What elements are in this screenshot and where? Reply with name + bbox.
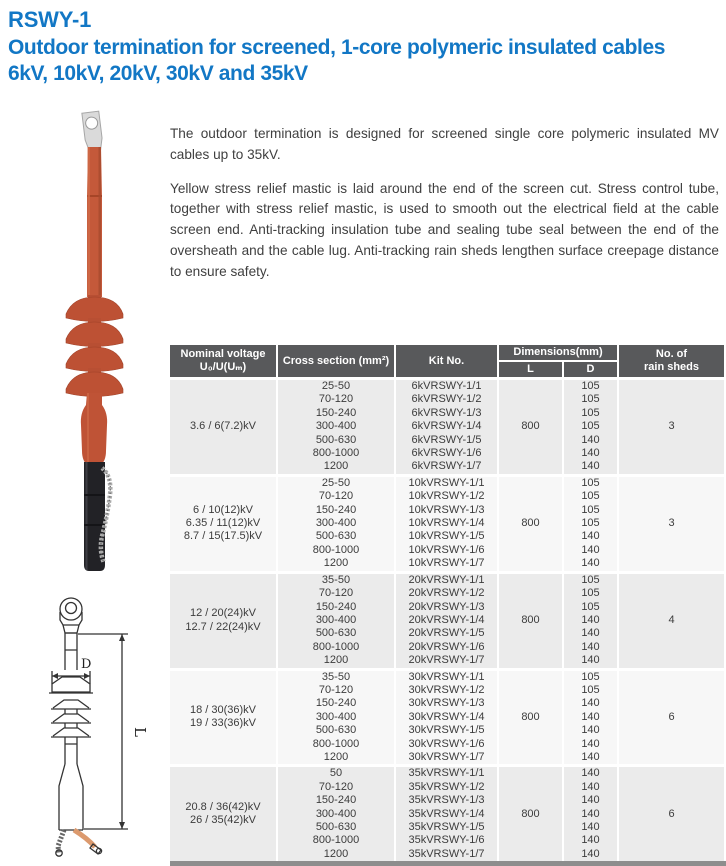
dim-d-cell: 140: [563, 834, 618, 847]
dim-d-cell: 140: [563, 848, 618, 864]
cross-section-cell: 70-120: [277, 684, 395, 697]
kit-no-cell: 10kVRSWY-1/6: [395, 544, 498, 557]
cross-section-cell: 70-120: [277, 781, 395, 794]
dim-l-cell: 800: [498, 475, 563, 572]
cross-section-cell: 800-1000: [277, 834, 395, 847]
kit-no-cell: 6kVRSWY-1/1: [395, 379, 498, 394]
header-dim-d: D: [563, 361, 618, 379]
kit-no-cell: 10kVRSWY-1/1: [395, 475, 498, 490]
dim-d-cell: 140: [563, 530, 618, 543]
dim-d-cell: 105: [563, 601, 618, 614]
voltage-line: 18 / 30(36)kV: [189, 704, 257, 717]
voltage-line: 12 / 20(24)kV: [189, 607, 257, 620]
kit-no-cell: 10kVRSWY-1/4: [395, 517, 498, 530]
cross-section-cell: 70-120: [277, 393, 395, 406]
kit-no-cell: 35kVRSWY-1/6: [395, 834, 498, 847]
voltage-group-4: [170, 669, 725, 766]
voltage-group-5: [170, 766, 725, 864]
dim-d-cell: 105: [563, 393, 618, 406]
voltage-group-2: [170, 475, 725, 572]
dim-d-cell: 140: [563, 794, 618, 807]
table-row: [170, 475, 725, 490]
nominal-voltage-cell: [170, 669, 277, 766]
cross-section-cell: 300-400: [277, 711, 395, 724]
cross-section-cell: 1200: [277, 751, 395, 766]
cross-section-cell: 500-630: [277, 434, 395, 447]
cross-section-cell: 150-240: [277, 794, 395, 807]
kit-no-cell: 30kVRSWY-1/5: [395, 724, 498, 737]
dim-d-cell: 140: [563, 654, 618, 669]
kit-no-cell: 20kVRSWY-1/3: [395, 601, 498, 614]
header-nominal-voltage-line2: U₀/U(Uₘ): [199, 361, 247, 373]
title-block: [8, 4, 665, 87]
product-code: RSWY-1: [8, 7, 92, 32]
cable-lug: [82, 111, 104, 152]
rain-sheds-cell: 4: [618, 572, 725, 669]
kit-no-cell: 30kVRSWY-1/1: [395, 669, 498, 684]
kit-no-cell: 35kVRSWY-1/3: [395, 794, 498, 807]
dim-d-cell: 105: [563, 504, 618, 517]
cross-section-cell: 150-240: [277, 407, 395, 420]
kit-no-cell: 20kVRSWY-1/7: [395, 654, 498, 669]
kit-no-cell: 35kVRSWY-1/1: [395, 766, 498, 781]
dim-d-cell: 140: [563, 434, 618, 447]
dim-d-cell: 105: [563, 407, 618, 420]
kit-no-cell: 6kVRSWY-1/6: [395, 447, 498, 460]
page-title-line2: 6kV, 10kV, 20kV, 30kV and 35kV: [8, 62, 308, 85]
dim-d-cell: 105: [563, 669, 618, 684]
diagram-shed-large: [49, 677, 93, 693]
dim-label-l: L: [131, 727, 149, 737]
nominal-voltage-cell: [170, 766, 277, 864]
diagram-boot: [59, 737, 83, 830]
dim-d-cell: 140: [563, 711, 618, 724]
kit-no-cell: 30kVRSWY-1/7: [395, 751, 498, 766]
dim-d-cell: 140: [563, 766, 618, 781]
header-rain-sheds-line1: No. of: [655, 348, 688, 360]
termination-photo: [48, 110, 143, 580]
dim-d-cell: 140: [563, 781, 618, 794]
kit-no-cell: 10kVRSWY-1/7: [395, 557, 498, 572]
dim-d-cell: 105: [563, 490, 618, 503]
cross-section-cell: 50: [277, 766, 395, 781]
nominal-voltage-cell: [170, 475, 277, 572]
cross-section-cell: 300-400: [277, 420, 395, 433]
cross-section-cell: 70-120: [277, 587, 395, 600]
dim-l-cell: 800: [498, 572, 563, 669]
nominal-voltage-cell: [170, 572, 277, 669]
termination-photo-svg: [48, 110, 143, 575]
rain-sheds: [66, 295, 123, 397]
cross-section-cell: 300-400: [277, 614, 395, 627]
dim-d-cell: 140: [563, 557, 618, 572]
kit-no-cell: 6kVRSWY-1/2: [395, 393, 498, 406]
dim-d-cell: 105: [563, 587, 618, 600]
kit-no-cell: 30kVRSWY-1/3: [395, 697, 498, 710]
voltage-line: 6.35 / 11(12)kV: [185, 517, 261, 530]
kit-no-cell: 20kVRSWY-1/2: [395, 587, 498, 600]
header-rain-sheds-line2: rain sheds: [643, 361, 700, 373]
dim-d-cell: 105: [563, 379, 618, 394]
cross-section-cell: 1200: [277, 654, 395, 669]
rain-sheds-cell: 6: [618, 669, 725, 766]
cross-section-cell: 800-1000: [277, 447, 395, 460]
dim-d-cell: 105: [563, 572, 618, 587]
cross-section-cell: 800-1000: [277, 641, 395, 654]
header-rain-sheds: [618, 345, 725, 379]
kit-no-cell: 35kVRSWY-1/4: [395, 808, 498, 821]
table-row: [170, 766, 725, 781]
intro-text: [170, 124, 719, 296]
cross-section-cell: 300-400: [277, 517, 395, 530]
kit-no-cell: 6kVRSWY-1/3: [395, 407, 498, 420]
rain-sheds-cell: 3: [618, 475, 725, 572]
cross-section-cell: 500-630: [277, 530, 395, 543]
dim-d-cell: 105: [563, 420, 618, 433]
sealing-boot: [81, 393, 107, 466]
header-cross-section: Cross section (mm²): [277, 345, 395, 379]
voltage-line: 3.6 / 6(7.2)kV: [189, 420, 257, 433]
header-kit-no: Kit No.: [395, 345, 498, 379]
cross-section-cell: 70-120: [277, 490, 395, 503]
table-row: [170, 379, 725, 394]
cross-section-cell: 25-50: [277, 379, 395, 394]
dim-d-cell: 140: [563, 751, 618, 766]
cross-section-cell: 1200: [277, 848, 395, 864]
dimension-diagram: [38, 592, 153, 863]
insulation-tube: [87, 147, 102, 297]
header-dim-l: L: [498, 361, 563, 379]
spec-table-header: [170, 345, 725, 379]
rain-sheds-cell: 3: [618, 379, 725, 476]
dim-d-cell: 140: [563, 697, 618, 710]
dim-d-cell: 105: [563, 517, 618, 530]
kit-no-cell: 20kVRSWY-1/5: [395, 627, 498, 640]
header-nominal-voltage-line1: Nominal voltage: [180, 348, 266, 360]
kit-no-cell: 35kVRSWY-1/5: [395, 821, 498, 834]
cross-section-cell: 25-50: [277, 475, 395, 490]
dim-d-cell: 140: [563, 614, 618, 627]
header-nominal-voltage: [170, 345, 277, 379]
voltage-line: 19 / 33(36)kV: [189, 717, 257, 730]
dim-l-cell: 800: [498, 669, 563, 766]
diagram-earth-wire: [74, 830, 102, 854]
intro-paragraph-2: Yellow stress relief mastic is laid around the end of the screen cut. Stress control tube, together with stress relief mastic, is used to smooth out the electrical field at the cable screen end. Anti-tracking insulation tube and sealing tube seal between the end of the oversheath and the cable lug. Anti-tracking rain sheds lengthen surface creepage distance to ensure safety.: [170, 180, 719, 279]
dim-d-cell: 140: [563, 641, 618, 654]
cross-section-cell: 300-400: [277, 808, 395, 821]
cross-section-cell: 500-630: [277, 724, 395, 737]
cross-section-cell: 35-50: [277, 572, 395, 587]
kit-no-cell: 6kVRSWY-1/7: [395, 460, 498, 475]
diagram-earth-braid: [56, 830, 64, 856]
kit-no-cell: 10kVRSWY-1/3: [395, 504, 498, 517]
dim-l-cell: 800: [498, 379, 563, 476]
dim-l-cell: 800: [498, 766, 563, 864]
dim-label-d: D: [81, 657, 92, 672]
rain-sheds-cell: 6: [618, 766, 725, 864]
voltage-line: 20.8 / 36(42)kV: [185, 801, 261, 814]
table-row: [170, 669, 725, 684]
kit-no-cell: 35kVRSWY-1/2: [395, 781, 498, 794]
kit-no-cell: 30kVRSWY-1/2: [395, 684, 498, 697]
kit-no-cell: 20kVRSWY-1/4: [395, 614, 498, 627]
cable: [84, 462, 105, 571]
cross-section-cell: 150-240: [277, 601, 395, 614]
kit-no-cell: 10kVRSWY-1/2: [395, 490, 498, 503]
cross-section-cell: 500-630: [277, 627, 395, 640]
header-dimensions: Dimensions(mm): [498, 345, 618, 361]
cross-section-cell: 150-240: [277, 697, 395, 710]
page-title-line1: Outdoor termination for screened, 1-core polymeric insulated cables: [8, 36, 666, 59]
nominal-voltage-cell: [170, 379, 277, 476]
intro-paragraph-1: The outdoor termination is designed for screened single core polymeric insulated MV cables up to 35kV.: [170, 126, 719, 162]
kit-no-cell: 35kVRSWY-1/7: [395, 848, 498, 864]
cross-section-cell: 150-240: [277, 504, 395, 517]
voltage-group-1: [170, 379, 725, 476]
voltage-line: 12.7 / 22(24)kV: [185, 620, 261, 633]
voltage-line: 6 / 10(12)kV: [193, 503, 253, 516]
dim-d-cell: 140: [563, 808, 618, 821]
dim-d-cell: 140: [563, 627, 618, 640]
diagram-lug: [60, 598, 82, 633]
cross-section-cell: 800-1000: [277, 738, 395, 751]
cross-section-cell: 35-50: [277, 669, 395, 684]
kit-no-cell: 30kVRSWY-1/4: [395, 711, 498, 724]
table-row: [170, 572, 725, 587]
kit-no-cell: 10kVRSWY-1/5: [395, 530, 498, 543]
cross-section-cell: 1200: [277, 460, 395, 475]
dim-d-cell: 140: [563, 460, 618, 475]
kit-no-cell: 20kVRSWY-1/6: [395, 641, 498, 654]
voltage-group-3: [170, 572, 725, 669]
cross-section-cell: 1200: [277, 557, 395, 572]
dim-d-cell: 140: [563, 544, 618, 557]
dim-d-cell: 140: [563, 724, 618, 737]
dim-d-cell: 140: [563, 447, 618, 460]
voltage-line: 26 / 35(42)kV: [189, 814, 257, 827]
dim-d-cell: 140: [563, 821, 618, 834]
cross-section-cell: 500-630: [277, 821, 395, 834]
kit-no-cell: 30kVRSWY-1/6: [395, 738, 498, 751]
kit-no-cell: 20kVRSWY-1/1: [395, 572, 498, 587]
dim-d-cell: 105: [563, 475, 618, 490]
voltage-line: 8.7 / 15(17.5)kV: [183, 530, 263, 543]
kit-no-cell: 6kVRSWY-1/4: [395, 420, 498, 433]
dimension-diagram-svg: [38, 592, 153, 858]
spec-table: [170, 345, 726, 866]
cross-section-cell: 800-1000: [277, 544, 395, 557]
dim-d-cell: 140: [563, 738, 618, 751]
diagram-sheds-small: [51, 700, 91, 737]
dim-d-cell: 105: [563, 684, 618, 697]
kit-no-cell: 6kVRSWY-1/5: [395, 434, 498, 447]
